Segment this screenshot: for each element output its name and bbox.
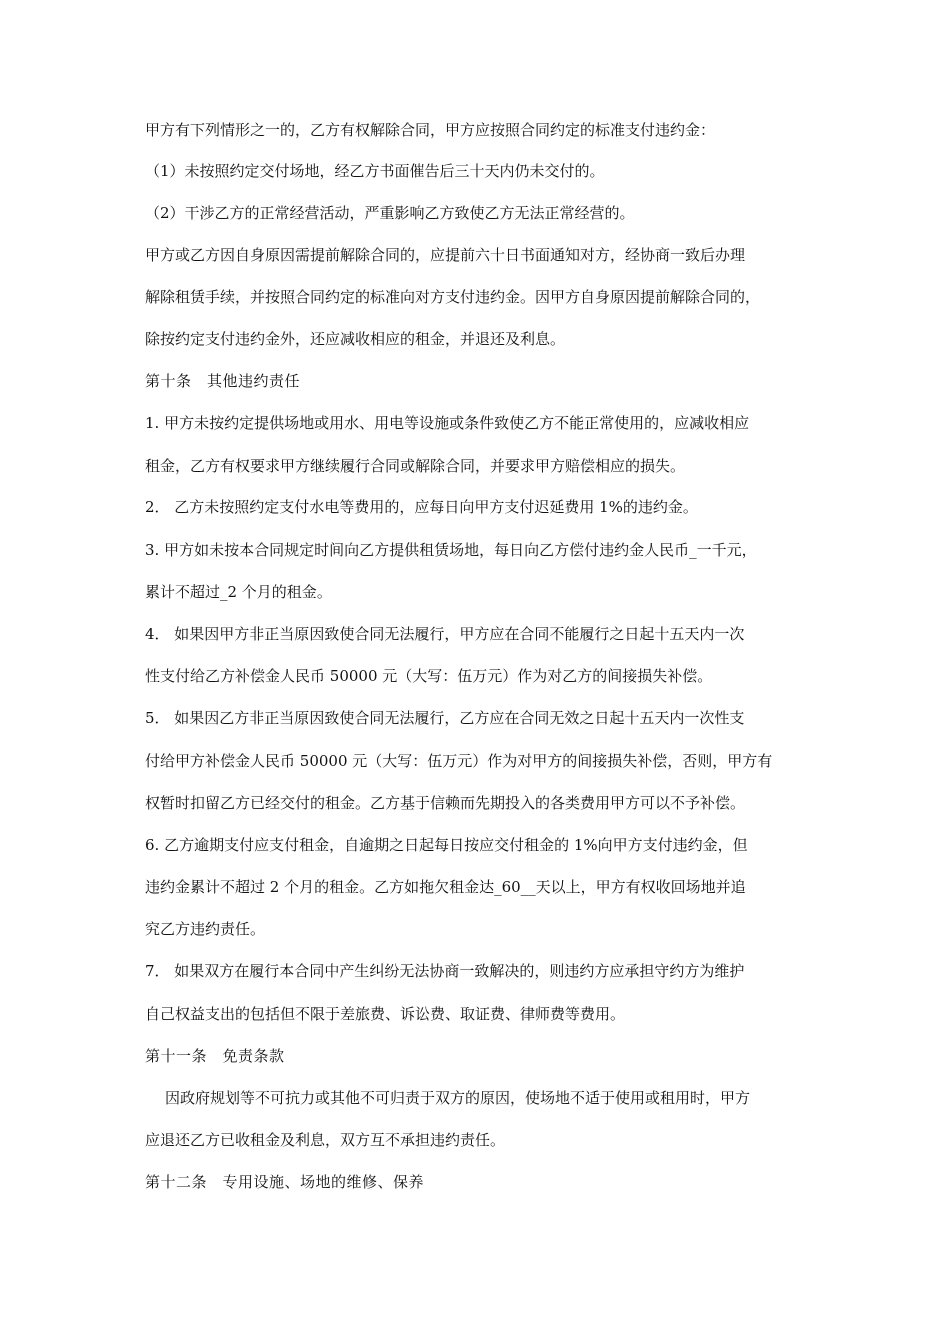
paragraph-line: 2． 乙方未按照约定支付水电等费用的，应每日向甲方支付迟延费用 1%的违约金。 xyxy=(145,498,698,516)
paragraph-line: 因政府规划等不可抗力或其他不可归责于双方的原因，使场地不适于使用或租用时，甲方 xyxy=(165,1089,751,1107)
paragraph-line: 应退还乙方已收租金及利息，双方互不承担违约责任。 xyxy=(145,1131,506,1149)
paragraph-line: 付给甲方补偿金人民币 50000 元（大写：伍万元）作为对甲方的间接损失补偿，否则，甲方有 xyxy=(145,752,773,770)
paragraph-line: 甲方有下列情形之一的，乙方有权解除合同，甲方应按照合同约定的标准支付违约金： xyxy=(145,121,716,139)
paragraph-line: 累计不超过_2 个月的租金。 xyxy=(145,583,332,601)
paragraph-line: （1）未按照约定交付场地，经乙方书面催告后三十天内仍未交付的。 xyxy=(145,162,605,180)
paragraph-line: 5． 如果因乙方非正当原因致使合同无法履行，乙方应在合同无效之日起十五天内一次性支 xyxy=(145,709,745,727)
paragraph-line: （2）干涉乙方的正常经营活动，严重影响乙方致使乙方无法正常经营的。 xyxy=(145,204,635,222)
paragraph-line: 1. 甲方未按约定提供场地或用水、用电等设施或条件致使乙方不能正常使用的，应减收相应 xyxy=(145,414,750,432)
paragraph-line: 甲方或乙方因自身原因需提前解除合同的，应提前六十日书面通知对方，经协商一致后办理 xyxy=(145,246,746,264)
paragraph-line: 6. 乙方逾期支付应支付租金，自逾期之日起每日按应交付租金的 1%向甲方支付违约金，但 xyxy=(145,836,748,854)
paragraph-line: 3. 甲方如未按本合同规定时间向乙方提供租赁场地，每日向乙方偿付违约金人民币_一千元， xyxy=(145,541,757,559)
section-heading: 第十条 其他违约责任 xyxy=(145,372,301,390)
paragraph-line: 解除租赁手续，并按照合同约定的标准向对方支付违约金。因甲方自身原因提前解除合同的， xyxy=(145,288,761,306)
section-heading: 第十二条 专用设施、场地的维修、保养 xyxy=(145,1173,425,1191)
paragraph-line: 4． 如果因甲方非正当原因致使合同无法履行，甲方应在合同不能履行之日起十五天内一次 xyxy=(145,625,745,643)
paragraph-line: 租金，乙方有权要求甲方继续履行合同或解除合同，并要求甲方赔偿相应的损失。 xyxy=(145,457,686,475)
paragraph-line: 权暂时扣留乙方已经交付的租金。乙方基于信赖而先期投入的各类费用甲方可以不予补偿。 xyxy=(145,794,746,812)
section-heading: 第十一条 免责条款 xyxy=(145,1047,285,1065)
paragraph-line: 究乙方违约责任。 xyxy=(145,920,266,938)
paragraph-line: 除按约定支付违约金外，还应减收相应的租金，并退还及利息。 xyxy=(145,330,566,348)
paragraph-line: 性支付给乙方补偿金人民币 50000 元（大写：伍万元）作为对乙方的间接损失补偿。 xyxy=(145,667,713,685)
paragraph-line: 违约金累计不超过 2 个月的租金。乙方如拖欠租金达_60__天以上，甲方有权收回场地并追 xyxy=(145,878,746,896)
paragraph-line: 自己权益支出的包括但不限于差旅费、诉讼费、取证费、律师费等费用。 xyxy=(145,1005,626,1023)
paragraph-line: 7． 如果双方在履行本合同中产生纠纷无法协商一致解决的，则违约方应承担守约方为维护 xyxy=(145,962,745,980)
